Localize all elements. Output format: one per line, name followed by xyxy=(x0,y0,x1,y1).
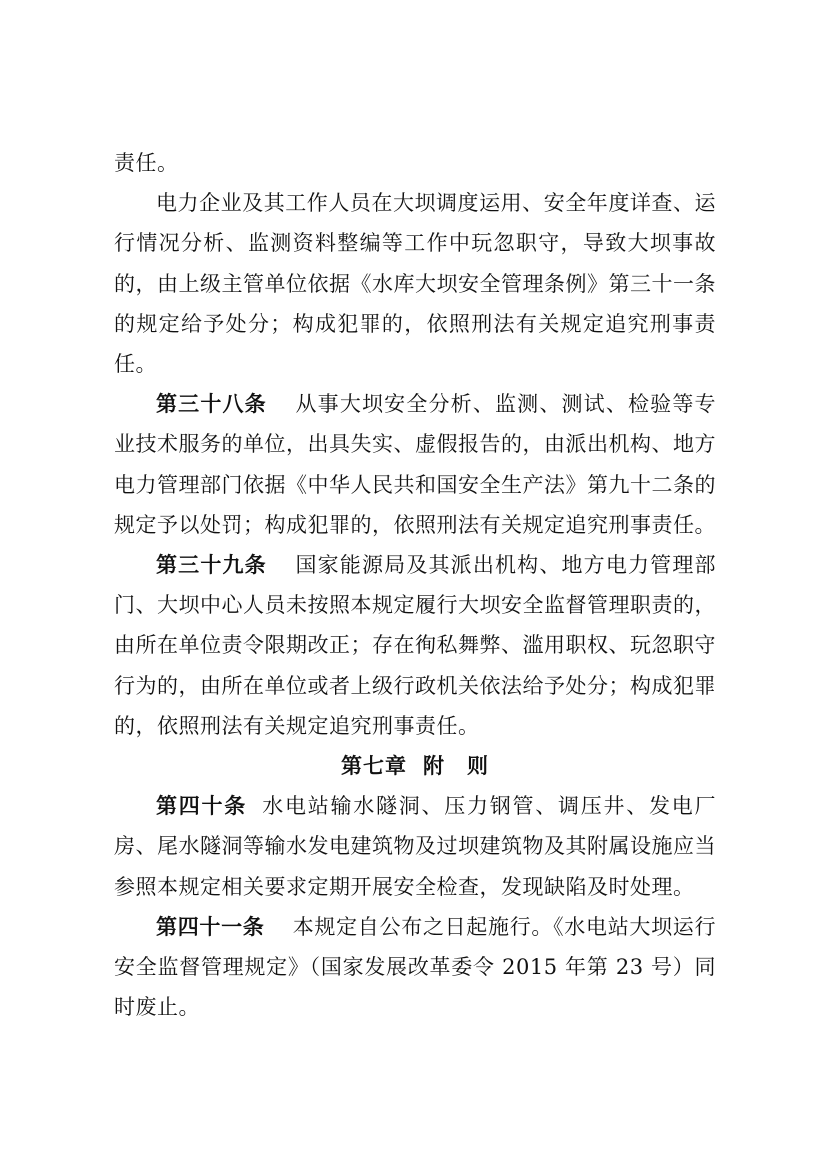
article-number: 第三十八条 xyxy=(156,392,267,417)
paragraph-continuation xyxy=(114,143,716,183)
article-text: 水电站输水隧洞、压力钢管、调压井、发电厂房、尾水隧洞等输水发电建筑物及过坝建筑物及其附属设施应当参照本规定相关要求定期开展安全检查，发现缺陷及时处理。 xyxy=(114,794,716,899)
chapter-number: 第七章 xyxy=(341,754,407,779)
paragraph-text: 责任。 xyxy=(114,151,179,175)
article-text: 本规定自公布之日起施行。《水电站大坝运行安全监督管理规定》（国家发展改革委令 2015 年第 23 号）同时废止。 xyxy=(114,914,716,1020)
paragraph-text: 电力企业及其工作人员在大坝调度运用、安全年度详查、运行情况分析、监测资料整编等工作中玩忽职守，导致大坝事故的，由上级主管单位依据《水库大坝安全管理条例》第三十一条的规定给予处分；构成犯罪的，依照刑法有关规定追究刑事责任。 xyxy=(114,191,716,377)
article-41 xyxy=(114,907,716,1028)
document-body xyxy=(114,143,716,1027)
article-text: 国家能源局及其派出机构、地方电力管理部门、大坝中心人员未按照本规定履行大坝安全监督管理职责的，由所在单位责令限期改正；存在徇私舞弊、滥用职权、玩忽职守行为的，由所在单位或者上级行政机关依法给予处分；构成犯罪的，依照刑法有关规定追究刑事责任。 xyxy=(114,553,717,738)
article-39 xyxy=(114,545,716,746)
article-40 xyxy=(114,786,716,907)
article-38 xyxy=(114,384,716,545)
article-number: 第四十条 xyxy=(156,794,247,819)
chapter-heading xyxy=(114,746,716,786)
article-number: 第四十一条 xyxy=(156,914,265,939)
article-number: 第三十九条 xyxy=(156,553,267,578)
paragraph-power-enterprise xyxy=(114,183,716,384)
article-text: 从事大坝安全分析、监测、测试、检验等专业技术服务的单位，出具失实、虚假报告的，由派出机构、地方电力管理部门依据《中华人民共和国安全生产法》第九十二条的规定予以处罚；构成犯罪的，依照刑法有关规定追究刑事责任。 xyxy=(114,392,717,537)
chapter-title: 附 则 xyxy=(423,754,489,779)
